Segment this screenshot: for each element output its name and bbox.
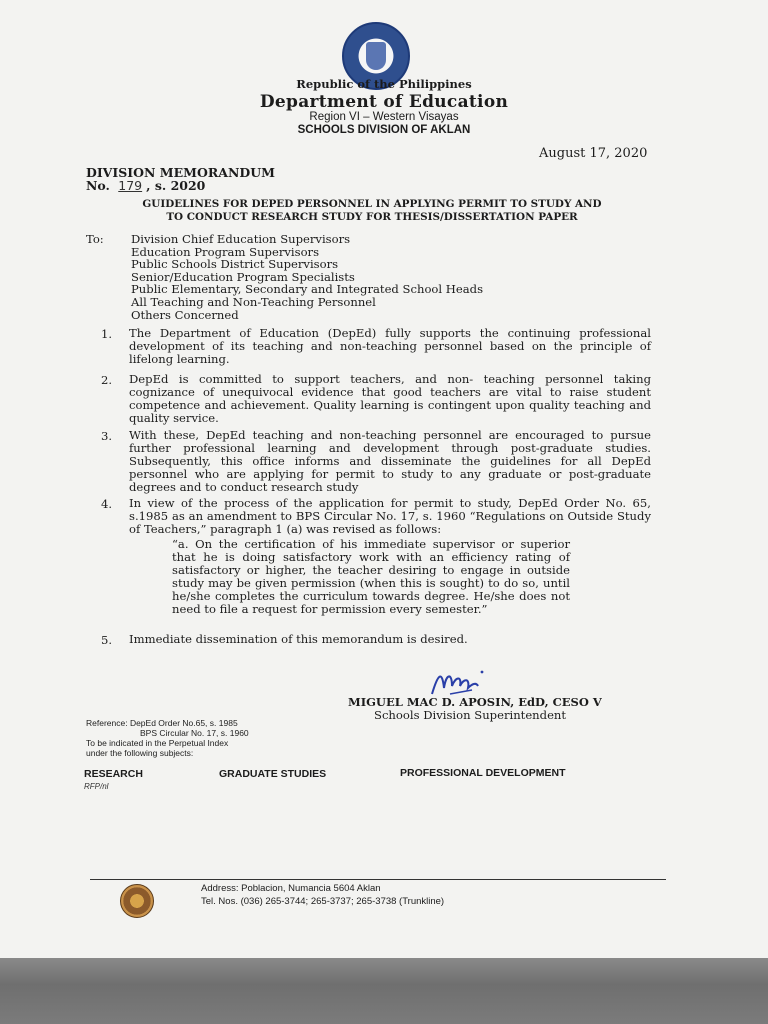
subject-line-1: GUIDELINES FOR DEPED PERSONNEL IN APPLYING PERMIT TO STUDY AND bbox=[142, 198, 602, 210]
subject-professional-development: PROFESSIONAL DEVELOPMENT bbox=[400, 767, 566, 779]
division-heading: SCHOOLS DIVISION OF AKLAN bbox=[297, 124, 471, 136]
footer-telephone: Tel. Nos. (036) 265-3744; 265-3737; 265-3738 (Trunkline) bbox=[201, 896, 445, 907]
paragraph-3: With these, DepEd teaching and non-teaching personnel are encouraged to pursue further professional learning and development through post-graduate studies. Subsequently, this office informs and disseminate the guidelines for all DepEd personnel who are applying for permit to study to any graduate or post-graduate degrees and to conduct research study bbox=[129, 428, 651, 494]
to-label: To: bbox=[86, 232, 104, 246]
paragraph-number: 1. bbox=[101, 327, 113, 341]
region-heading: Region VI – Western Visayas bbox=[309, 111, 459, 123]
department-heading: Department of Education bbox=[259, 92, 509, 112]
signatory-name: MIGUEL MAC D. APOSIN, EdD, CESO V bbox=[348, 695, 602, 709]
scanner-background bbox=[0, 958, 768, 1024]
recipient-item: Senior/Education Program Specialists bbox=[131, 269, 355, 284]
memo-series: , s. 2020 bbox=[146, 178, 206, 193]
reference-line: under the following subjects: bbox=[86, 748, 194, 758]
paragraph-5: Immediate dissemination of this memorandum is desired. bbox=[129, 632, 468, 646]
paragraph-4: In view of the process of the application for permit to study, DepEd Order No. 65, s.1985 as an amendment to BPS Circular No. 17, s. 1960 “Regulations on Outside Study of Teachers,” paragraph 1 (a) was revised as follows: bbox=[129, 496, 651, 536]
memo-type: DIVISION MEMORANDUM bbox=[86, 165, 275, 180]
signatory-title: Schools Division Superintendent bbox=[374, 708, 567, 722]
reference-line: BPS Circular No. 17, s. 1960 bbox=[140, 728, 249, 738]
quoted-provision: “a. On the certification of his immediate supervisor or superior that he is doing satisfactory work with an efficiency rating of satisfactory or higher, the teacher desiring to engage in outside study may be given permission (when this is sought) to do so, until he/she completes the curriculum towards degree. He/she does not need to file a request for permission every semester.” bbox=[172, 537, 570, 616]
recipient-item: Others Concerned bbox=[131, 307, 239, 322]
recipient-item: Division Chief Education Supervisors bbox=[131, 232, 351, 246]
reference-block bbox=[86, 718, 249, 758]
paragraph-1: The Department of Education (DepEd) fully supports the continuing professional development of its teaching and non-teaching personnel based on the principle of lifelong learning. bbox=[129, 326, 651, 366]
memo-number: 179 bbox=[118, 178, 143, 193]
memo-number-prefix: No. bbox=[86, 178, 110, 193]
footer-address: Address: Poblacion, Numancia 5604 Aklan bbox=[201, 883, 381, 894]
paragraph-number: 2. bbox=[101, 373, 113, 387]
subject-line-2: TO CONDUCT RESEARCH STUDY FOR THESIS/DISSERTATION PAPER bbox=[166, 211, 578, 223]
republic-heading: Republic of the Philippines bbox=[296, 77, 472, 91]
paragraph-number: 4. bbox=[101, 497, 113, 511]
reference-line: To be indicated in the Perpetual Index bbox=[86, 738, 229, 748]
recipient-item: All Teaching and Non-Teaching Personnel bbox=[131, 294, 376, 309]
memo-number-line bbox=[86, 178, 205, 193]
paragraph-number: 3. bbox=[101, 429, 113, 443]
paragraph-2: DepEd is committed to support teachers, and non- teaching personnel taking cognizance of unequivocal evidence that good teachers are vital to raise student competence and achievement. Quality learning is contingent upon quality teaching and quality service. bbox=[129, 372, 651, 425]
subject-research: RESEARCH bbox=[84, 768, 143, 780]
recipient-item: Public Elementary, Secondary and Integrated School Heads bbox=[131, 282, 484, 297]
memo-date: August 17, 2020 bbox=[539, 146, 648, 161]
initials: RFP/nl bbox=[84, 782, 109, 791]
subject-graduate-studies: GRADUATE STUDIES bbox=[219, 768, 327, 780]
recipient-item: Education Program Supervisors bbox=[131, 244, 320, 259]
footer-divider bbox=[90, 879, 666, 880]
division-seal-logo bbox=[120, 884, 154, 918]
recipient-item: Public Schools District Supervisors bbox=[131, 257, 339, 272]
memo-subject bbox=[92, 198, 652, 224]
recipient-list bbox=[131, 233, 571, 321]
paragraph-number: 5. bbox=[101, 633, 113, 647]
reference-line: Reference: DepEd Order No.65, s. 1985 bbox=[86, 718, 238, 728]
